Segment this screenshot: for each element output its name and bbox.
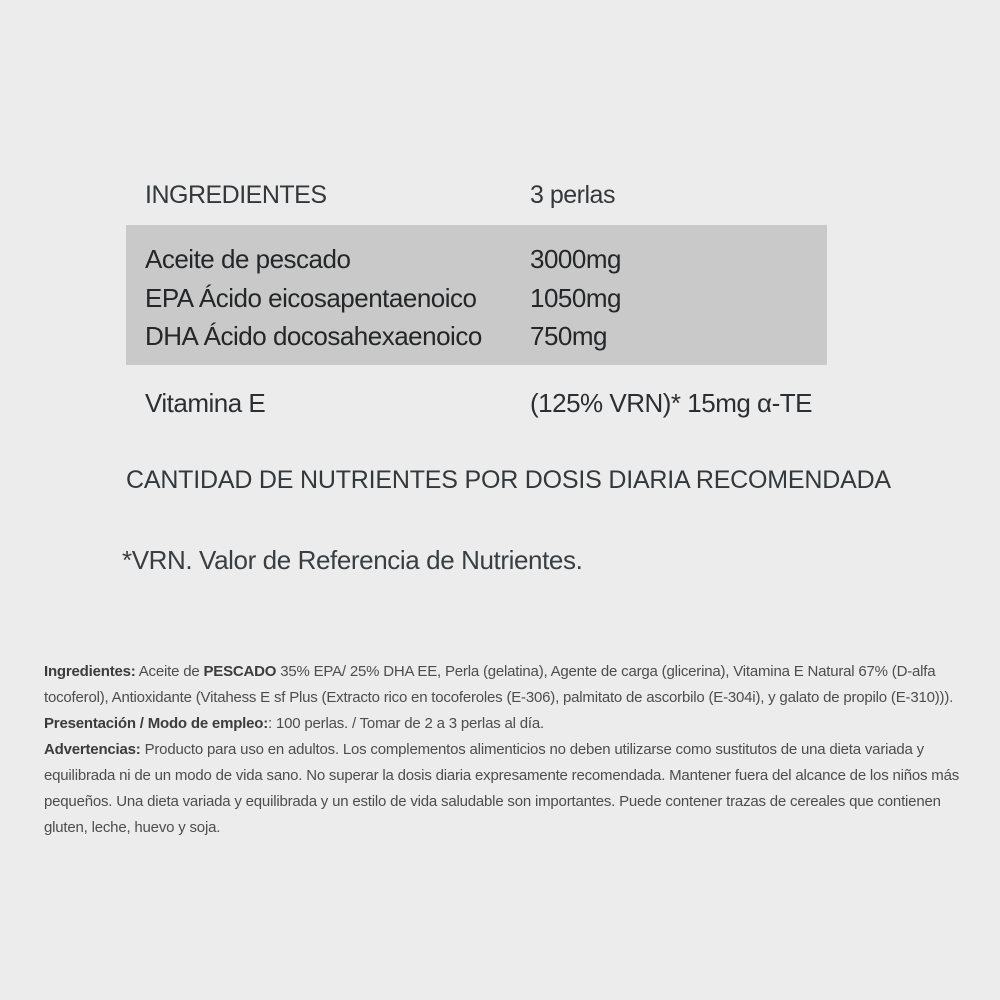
- table-row-fish-oil: [145, 243, 865, 275]
- presentation-text: : 100 perlas. / Tomar de 2 a 3 perlas al día.: [268, 715, 544, 732]
- ingredients-table-header: [145, 179, 865, 211]
- fine-print-warnings: [44, 737, 960, 841]
- row-value: (125% VRN)* 15mg α-TE: [530, 388, 812, 418]
- vrn-footnote: *VRN. Valor de Referencia de Nutrientes.: [122, 545, 583, 575]
- row-value: 1050mg: [530, 283, 621, 313]
- row-label: Vitamina E: [145, 388, 266, 418]
- dosage-statement: CANTIDAD DE NUTRIENTES POR DOSIS DIARIA RECOMENDADA: [126, 466, 891, 494]
- ingredients-text-pre: Aceite de: [135, 663, 204, 680]
- row-label: Aceite de pescado: [145, 244, 351, 274]
- row-value: 3000mg: [530, 244, 621, 274]
- ingredients-header-label: INGREDIENTES: [145, 181, 327, 209]
- row-label: EPA Ácido eicosapentaenoico: [145, 283, 477, 313]
- row-label: DHA Ácido docosahexaenoico: [145, 321, 482, 351]
- ingredients-text-rest: 35% EPA/ 25% DHA EE, Perla (gelatina), Agente de carga (glicerina), Vitamina E Natural 67% (D-alfa tocoferol), Antioxidante (Vitahess E sf Plus (Extracto rico en tocoferoles (E-306), palmitato de ascorbilo (E-304i), y galato de propilo (E-310))).: [44, 663, 954, 706]
- serving-size-value: 3 perlas: [530, 181, 615, 209]
- ingredients-heading: Ingredientes:: [44, 663, 136, 680]
- table-row-vitamin-e: [145, 387, 865, 419]
- table-row-epa: [145, 282, 865, 314]
- presentation-heading: Presentación / Modo de empleo:: [44, 715, 269, 732]
- fine-print-block: [44, 659, 960, 841]
- table-row-dha: [145, 320, 865, 352]
- warnings-text: Producto para uso en adultos. Los complementos alimenticios no deben utilizarse como sustitutos de una dieta variada y equilibrada ni de un modo de vida sano. No superar la dosis diaria expresamente recomendada. Mantener fuera del alcance de los niños más pequeños. Una dieta variada y equilibrada y un estilo de vida saludable son importantes. Puede contener trazas de cereales que contienen gluten, leche, huevo y soja.: [44, 741, 960, 836]
- fine-print-presentation: [44, 711, 960, 737]
- fine-print-ingredients: [44, 659, 960, 711]
- ingredients-fish-bold: PESCADO: [203, 663, 277, 680]
- row-value: 750mg: [530, 321, 607, 351]
- warnings-heading: Advertencias:: [44, 741, 141, 758]
